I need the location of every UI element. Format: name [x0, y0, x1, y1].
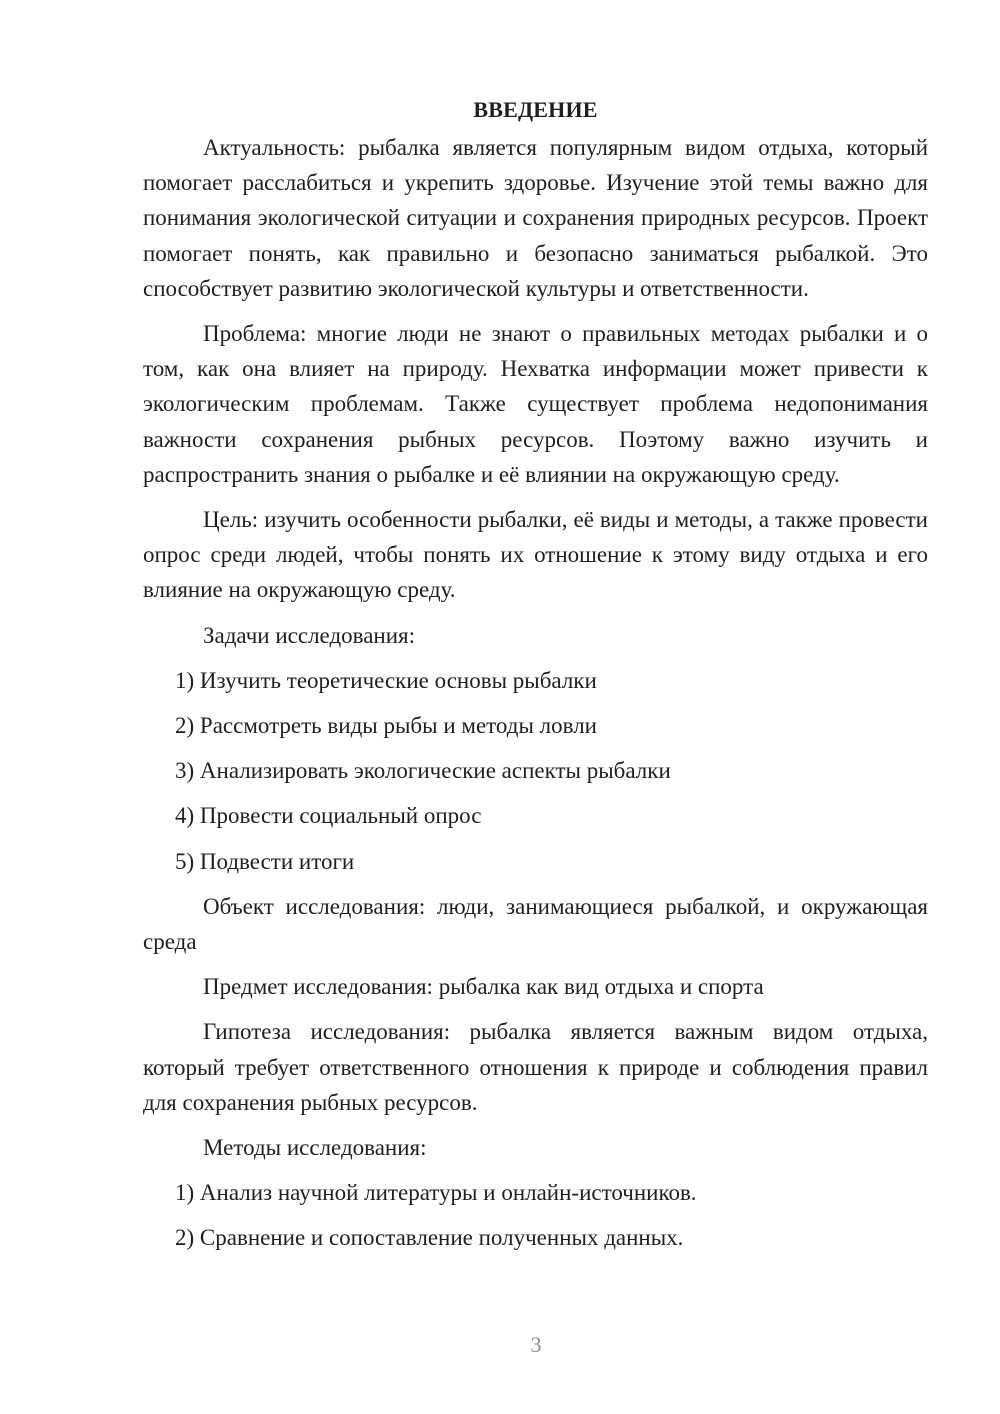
methods-list [143, 1175, 928, 1255]
tasks-list [143, 663, 928, 879]
page-content [143, 92, 928, 1266]
list-item: 4) Провести социальный опрос [175, 803, 482, 829]
list-item: 2) Сравнение и сопоставление полученных данных. [175, 1225, 684, 1251]
tasks-heading: Задачи исследования: [203, 622, 416, 648]
list-item: 1) Изучить теоретические основы рыбалки [175, 667, 597, 693]
list-item: 2) Рассмотреть виды рыбы и методы ловли [175, 713, 597, 739]
list-item: 5) Подвести итоги [175, 848, 355, 874]
goal-paragraph: Цель: изучить особенности рыбалки, её виды и методы, а также провести опрос среди людей, чтобы понять их отношение к этому виду отдыха и его влияние на окружающую среду. [143, 507, 928, 603]
methods-heading: Методы исследования: [203, 1135, 427, 1161]
problem-paragraph: Проблема: многие люди не знают о правильных методах рыбалки и о том, как она влияет на природу. Нехватка информации может привести к экологическим проблемам. Также существует проблема недопонимания важности сохранения рыбных ресурсов. Поэтому важно изучить и распространить знания о рыбалке и её влиянии на окружающую среду. [143, 321, 928, 487]
subject-paragraph: Предмет исследования: рыбалка как вид отдыха и спорта [203, 974, 764, 1000]
hypothesis-paragraph: Гипотеза исследования: рыбалка является важным видом отдыха, который требует ответственного отношения к природе и соблюдения правил для сохранения рыбных ресурсов. [143, 1019, 928, 1115]
list-item: 3) Анализировать экологические аспекты рыбалки [175, 758, 671, 784]
section-title: ВВЕДЕНИЕ [473, 97, 598, 122]
page-number: 3 [530, 1332, 542, 1357]
list-item: 1) Анализ научной литературы и онлайн-источников. [175, 1180, 697, 1206]
object-paragraph: Объект исследования: люди, занимающиеся рыбалкой, и окружающая среда [143, 893, 928, 955]
relevance-paragraph: Актуальность: рыбалка является популярным видом отдыха, который помогает расслабиться и укрепить здоровье. Изучение этой темы важно для понимания экологической ситуации и сохранения природных ресурсов. Проект помогает понять, как правильно и безопасно заниматься рыбалкой. Это способствует развитию экологической культуры и ответственности. [143, 135, 928, 301]
